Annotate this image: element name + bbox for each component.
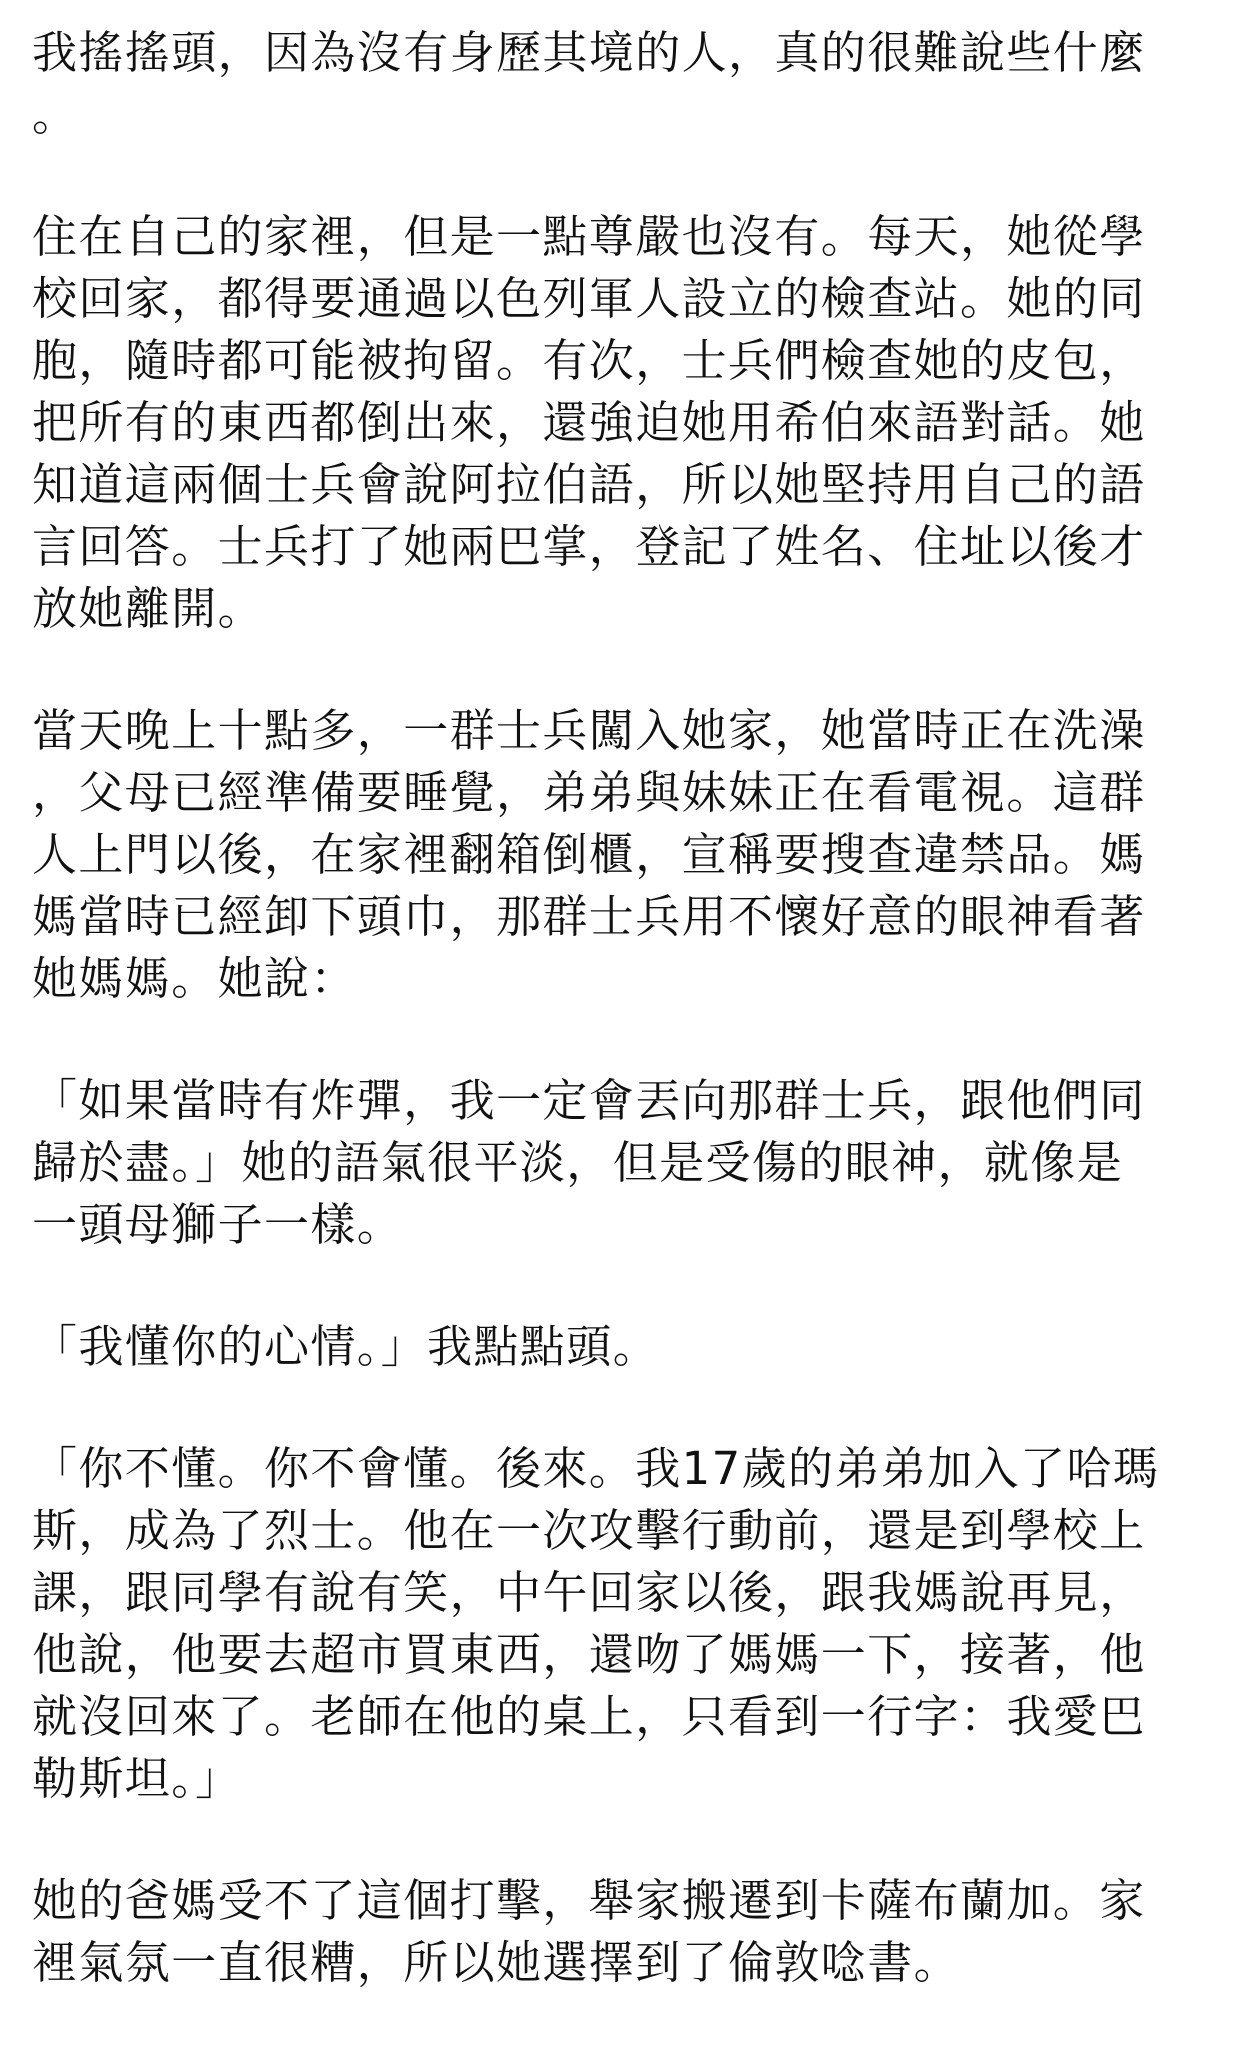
paragraph-move-london: 她的爸媽受不了這個打擊，舉家搬遷到卡薩布蘭加。家 裡氣氛一直很糟，所以她選擇到了倫敦唸書。 (32, 1874, 1146, 1989)
paragraph-checkpoint: 住在自己的家裡，但是一點尊嚴也沒有。每天，她從學 校回家，都得要通過以色列軍人設立的檢查站。她的同 胞，隨時都可能被拘留。有次，士兵們檢查她的皮包， 把所有的東西都倒出來，還強迫她用希伯來語對話。她 知道這兩個士兵會說阿拉伯語，所以她堅持用自己的語 言回答。士兵打了她兩巴掌，登記了姓名、住址以後才 放她離開。 (32, 210, 1146, 635)
paragraph-quote-understand: 「我懂你的心情。」我點點頭。 (32, 1320, 660, 1373)
article-body (32, 22, 1212, 2054)
paragraph-intro: 我搖搖頭，因為沒有身歷其境的人，真的很難說些什麼 。 (32, 26, 1146, 141)
paragraph-night-raid: 當天晚上十點多，一群士兵闖入她家，她當時正在洗澡 ，父母已經準備要睡覺，弟弟與妹妹正在看電視。這群 人上門以後，在家裡翻箱倒櫃，宣稱要搜查違禁品。媽 媽當時已經卸下頭巾，那群士兵用不懷好意的眼神看著 她媽媽。她說： (32, 704, 1146, 1005)
paragraph-quote-bomb: 「如果當時有炸彈，我一定會丟向那群士兵，跟他們同 歸於盡。」她的語氣很平淡，但是受傷的眼神，就像是 一頭母獅子一樣。 (32, 1074, 1146, 1251)
paragraph-brother: 「你不懂。你不會懂。後來。我17歲的弟弟加入了哈瑪 斯，成為了烈士。他在一次攻擊行動前，還是到學校上 課，跟同學有說有笑，中午回家以後，跟我媽說再見， 他說，他要去超市買東西，還吻了媽媽一下，接著，他 就沒回來了。老師在他的桌上，只看到一行字：我愛巴 勒斯坦。」 (32, 1442, 1160, 1805)
